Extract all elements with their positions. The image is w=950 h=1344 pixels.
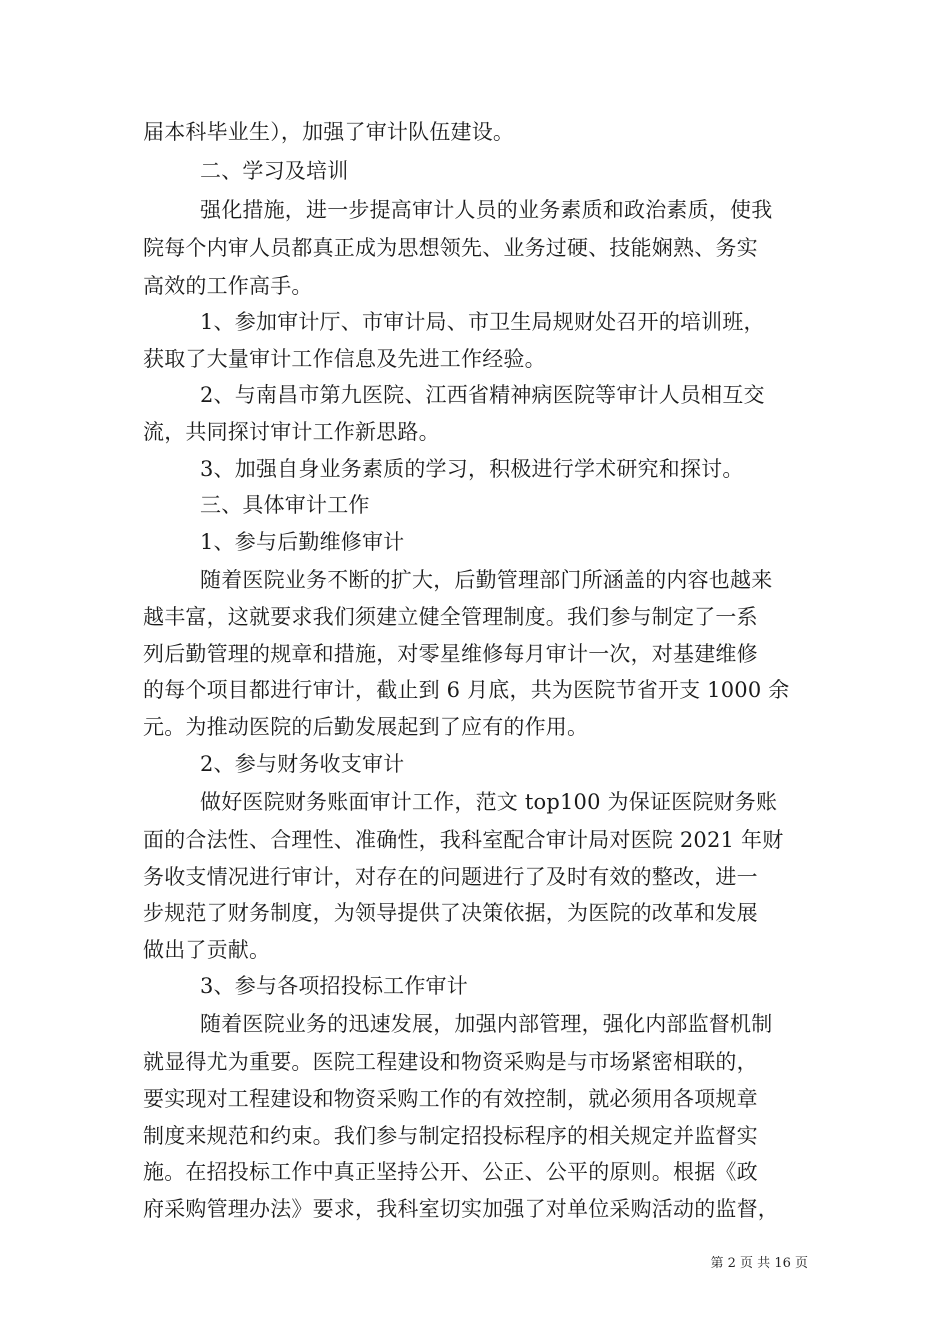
list-item-first-line: 2、与南昌市第九医院、江西省精神病医院等审计人员相互交 [200,383,765,407]
list-item-first-line: 1、参加审计厅、市审计局、市卫生局规财处召开的培训班， [200,310,765,334]
sub-heading: 1、参与后勤维修审计 [200,530,405,554]
body-text-line: 高效的工作高手。 [143,274,313,298]
body-text-line: 就显得尤为重要。医院工程建设和物资采购是与市场紧密相联的， [143,1050,758,1074]
list-item-first-line: 3、加强自身业务素质的学习，积极进行学术研究和探讨。 [200,457,744,481]
body-text-line: 施。在招投标工作中真正坚持公开、公正、公平的原则。根据《政 [143,1160,758,1184]
body-text-line: 列后勤管理的规章和措施，对零星维修每月审计一次，对基建维修 [143,642,758,666]
sub-heading: 2、参与财务收支审计 [200,752,405,776]
body-text-line: 院每个内审人员都真正成为思想领先、业务过硬、技能娴熟、务实 [143,236,758,260]
body-text-line: 越丰富，这就要求我们须建立健全管理制度。我们参与制定了一系 [143,605,758,629]
paragraph-first-line: 强化措施，进一步提高审计人员的业务素质和政治素质，使我 [200,198,773,222]
body-text-line: 务收支情况进行审计，对存在的问题进行了及时有效的整改，进一 [143,865,758,889]
page-number-footer: 第 2 页 共 16 页 [710,1256,808,1271]
paragraph-first-line: 随着医院业务不断的扩大，后勤管理部门所涵盖的内容也越来 [200,568,773,592]
body-text-line: 流，共同探讨审计工作新思路。 [143,420,440,444]
body-text-line: 面的合法性、合理性、准确性，我科室配合审计局对医院 2021 年财 [143,828,784,852]
body-text-line: 的每个项目都进行审计，截止到 6 月底，共为医院节省开支 1000 余 [143,678,790,702]
sub-heading: 3、参与各项招投标工作审计 [200,974,468,998]
body-text-line: 要实现对工程建设和物资采购工作的有效控制，就必须用各项规章 [143,1087,758,1111]
body-text-line: 步规范了财务制度，为领导提供了决策依据，为医院的改革和发展 [143,901,758,925]
body-text-line: 获取了大量审计工作信息及先进工作经验。 [143,347,546,371]
body-text-line: 制度来规范和约束。我们参与制定招投标程序的相关规定并监督实 [143,1124,758,1148]
body-text-line: 府采购管理办法》要求，我科室切实加强了对单位采购活动的监督， [143,1197,779,1221]
section-heading: 二、学习及培训 [200,159,349,183]
section-heading: 三、具体审计工作 [200,493,370,517]
body-text-line: 元。为推动医院的后勤发展起到了应有的作用。 [143,715,589,739]
paragraph-first-line: 随着医院业务的迅速发展，加强内部管理，强化内部监督机制 [200,1012,773,1036]
paragraph-first-line: 做好医院财务账面审计工作，范文 top100 为保证医院财务账 [200,790,778,814]
body-text-line: 做出了贡献。 [143,938,271,962]
body-text-line: 届本科毕业生），加强了审计队伍建设。 [143,120,515,144]
